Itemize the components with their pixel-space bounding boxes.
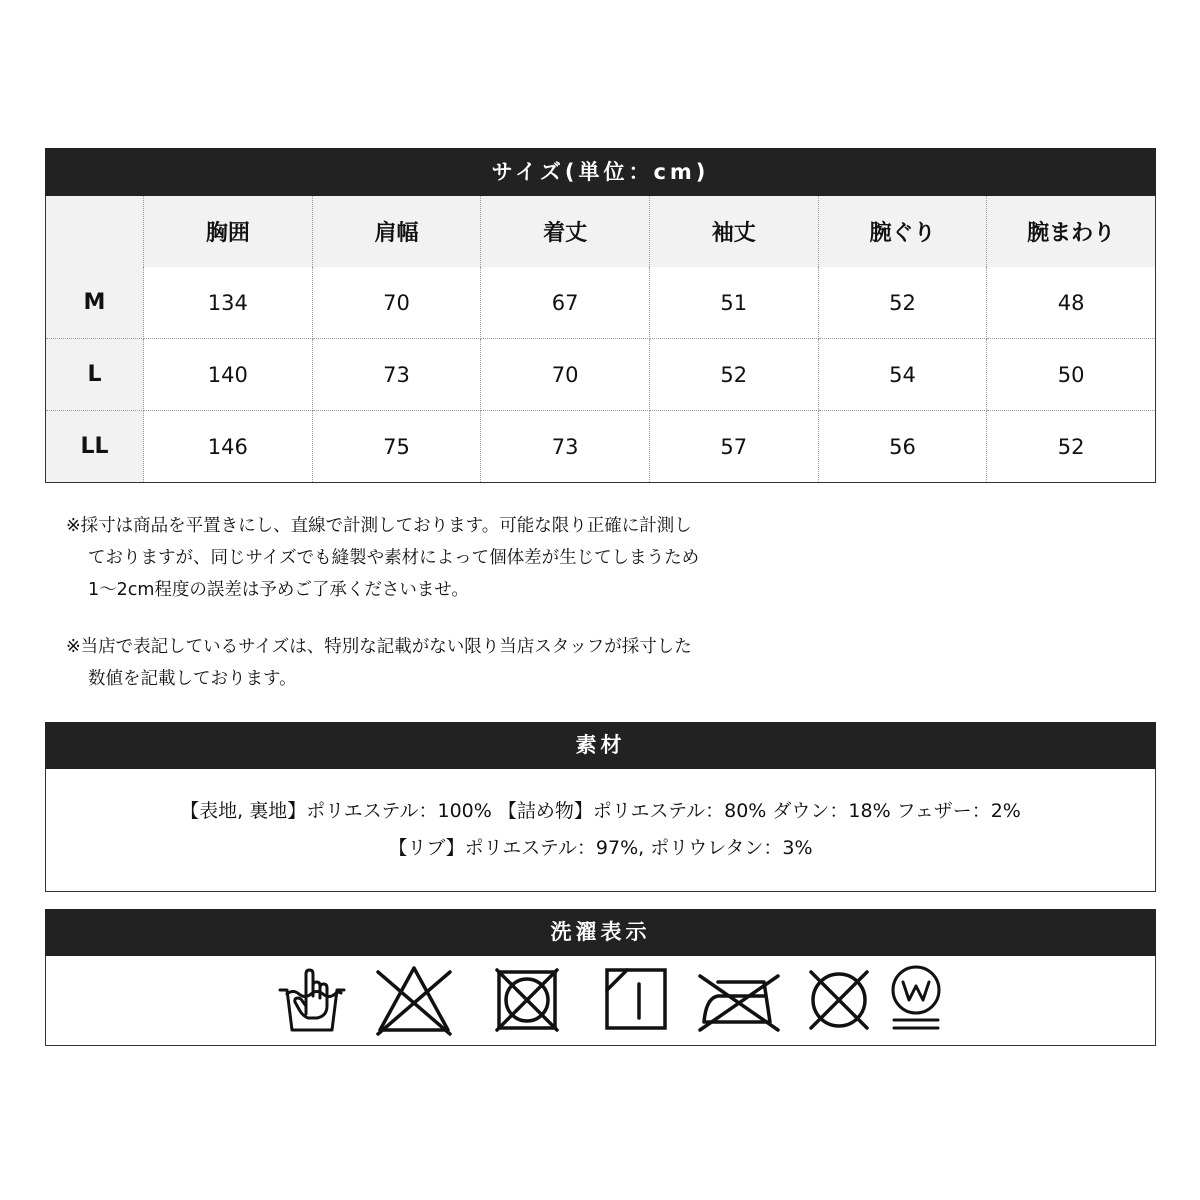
material-line: 【表地, 裏地】ポリエステル：100% 【詰め物】ポリエステル：80% ダウン：18% フェザー：2% (180, 800, 1021, 822)
care-section-title: 洗濯表示 (45, 909, 1156, 956)
note-line: 1〜2cm程度の誤差は予めご了承くださいませ。 (88, 580, 469, 600)
size-table (45, 196, 1156, 483)
column-header-arm-circumference: 腕まわり (987, 196, 1156, 267)
note-line: 数値を記載しております。 (88, 669, 297, 689)
material-box (45, 769, 1156, 892)
column-header-armhole: 腕ぐり (818, 196, 987, 267)
table-cell: 73 (481, 411, 650, 483)
column-header-shoulder: 肩幅 (312, 196, 481, 267)
table-cell: 75 (312, 411, 481, 483)
table-cell: 70 (312, 267, 481, 339)
wet-clean-mild-icon (888, 964, 944, 1036)
size-table-corner (46, 196, 144, 267)
note-line: ※採寸は商品を平置きにし、直線で計測しております。可能な限り正確に計測し (66, 516, 692, 536)
care-box (45, 956, 1156, 1046)
table-row (46, 339, 1156, 411)
care-icons-row (276, 964, 946, 1036)
no-iron-icon (694, 964, 784, 1036)
drip-dry-shade-icon (601, 964, 673, 1036)
table-cell: 67 (481, 267, 650, 339)
column-header-chest: 胸囲 (144, 196, 313, 267)
table-cell: 140 (144, 339, 313, 411)
table-row (46, 267, 1156, 339)
material-line: 【リブ】ポリエステル：97%, ポリウレタン：3% (388, 837, 813, 859)
table-cell: 52 (818, 267, 987, 339)
size-section-title: サイズ(単位：cm) (45, 148, 1156, 196)
size-label: M (46, 267, 144, 339)
table-cell: 57 (649, 411, 818, 483)
no-dry-clean-icon (803, 964, 875, 1036)
no-bleach-icon (374, 964, 454, 1036)
note-line: ※当店で表記しているサイズは、特別な記載がない限り当店スタッフが採寸した (66, 637, 692, 657)
table-cell: 50 (987, 339, 1156, 411)
table-cell: 48 (987, 267, 1156, 339)
no-tumble-dry-icon (491, 964, 563, 1036)
size-note (66, 631, 692, 695)
table-cell: 134 (144, 267, 313, 339)
table-cell: 51 (649, 267, 818, 339)
table-cell: 73 (312, 339, 481, 411)
table-cell: 70 (481, 339, 650, 411)
table-cell: 52 (649, 339, 818, 411)
size-label: LL (46, 411, 144, 483)
size-label: L (46, 339, 144, 411)
material-section-title: 素材 (45, 722, 1156, 769)
size-table-header-row (46, 196, 1156, 267)
note-line: ておりますが、同じサイズでも縫製や素材によって個体差が生じてしまうため (88, 548, 700, 568)
table-cell: 146 (144, 411, 313, 483)
table-cell: 54 (818, 339, 987, 411)
table-row (46, 411, 1156, 483)
table-cell: 52 (987, 411, 1156, 483)
table-cell: 56 (818, 411, 987, 483)
column-header-sleeve: 袖丈 (649, 196, 818, 267)
measurement-note (66, 510, 699, 606)
column-header-length: 着丈 (481, 196, 650, 267)
hand-wash-icon (276, 964, 348, 1036)
